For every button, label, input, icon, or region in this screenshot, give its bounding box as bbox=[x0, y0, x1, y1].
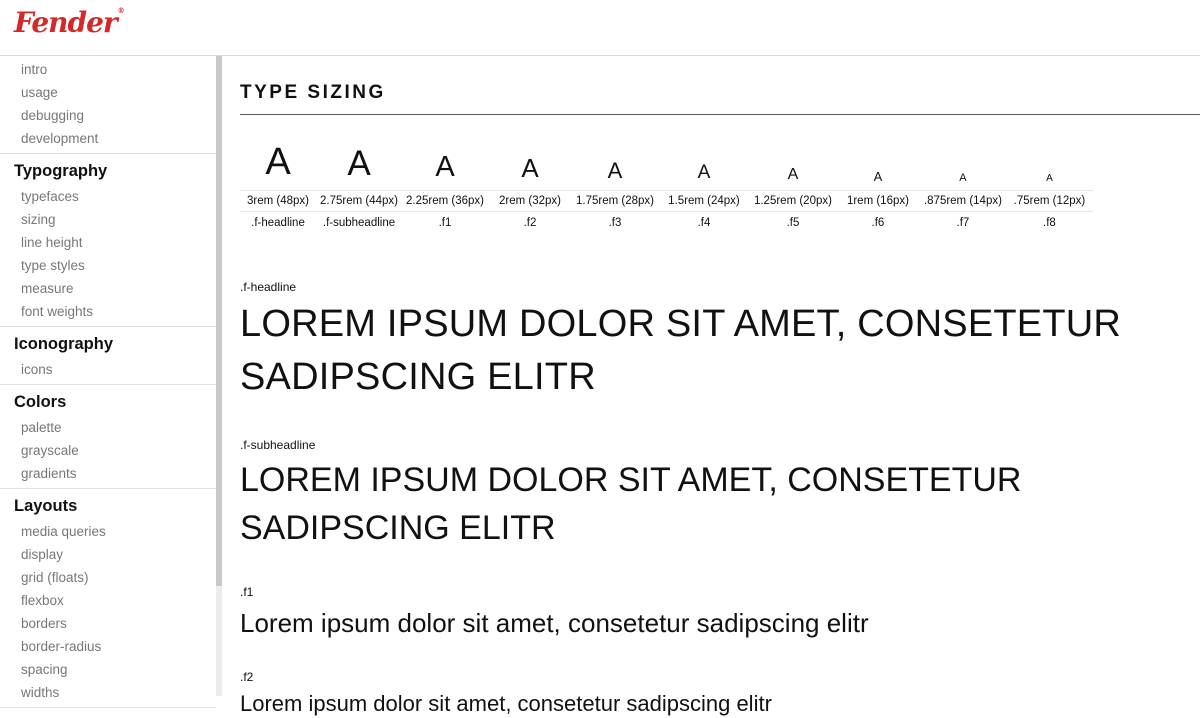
size-sample-glyph: A bbox=[607, 158, 623, 183]
type-size-table bbox=[240, 132, 1093, 234]
class-name-cell: .f-headline bbox=[251, 217, 305, 229]
nav-group bbox=[0, 385, 216, 489]
page-title: TYPE SIZING bbox=[240, 82, 386, 103]
sidebar-item-intro[interactable]: intro bbox=[21, 62, 48, 77]
sidebar-item-flexbox[interactable]: flexbox bbox=[21, 593, 64, 608]
rem-size-cell: .875rem (14px) bbox=[920, 191, 1006, 212]
rem-size-cell: 2rem (32px) bbox=[488, 191, 572, 212]
nav-heading: Typography bbox=[14, 162, 108, 180]
sidebar-item-debugging[interactable]: debugging bbox=[21, 108, 85, 123]
sidebar-item-gradients[interactable]: gradients bbox=[21, 466, 77, 481]
class-name-row bbox=[240, 212, 1093, 235]
sidebar-item-icons[interactable]: icons bbox=[21, 362, 53, 377]
top-header bbox=[0, 0, 1200, 56]
nav-heading: Colors bbox=[14, 393, 67, 411]
nav-group bbox=[0, 327, 216, 385]
sidebar-item-grayscale[interactable]: grayscale bbox=[21, 443, 79, 458]
sidebar-item-typefaces[interactable]: typefaces bbox=[21, 189, 79, 204]
size-sample-glyph: A bbox=[265, 141, 291, 183]
sidebar-scrollbar-track[interactable] bbox=[216, 586, 222, 696]
nav-group bbox=[0, 154, 216, 327]
sidebar-item-border-radius[interactable]: border-radius bbox=[21, 639, 102, 654]
sidebar-item-borders[interactable]: borders bbox=[21, 616, 67, 631]
class-name-cell: .f3 bbox=[608, 217, 622, 229]
class-name-cell: .f5 bbox=[786, 217, 800, 229]
sidebar-scrollbar-thumb[interactable] bbox=[216, 56, 222, 586]
rem-size-cell: 1.75rem (28px) bbox=[572, 191, 658, 212]
title-divider bbox=[240, 114, 1200, 115]
sidebar-item-display[interactable]: display bbox=[21, 547, 64, 562]
sidebar-item-spacing[interactable]: spacing bbox=[21, 662, 68, 677]
sample-label-f2: .f2 bbox=[240, 670, 254, 684]
sidebar-item-usage[interactable]: usage bbox=[21, 85, 58, 100]
logo-text: Fender bbox=[14, 6, 117, 39]
sample-text-f2: Lorem ipsum dolor sit amet, consetetur sadipscing elitr bbox=[240, 691, 772, 716]
sidebar-item-development[interactable]: development bbox=[21, 131, 99, 146]
size-sample-glyph: A bbox=[959, 172, 967, 184]
sidebar-item-palette[interactable]: palette bbox=[21, 420, 62, 435]
logo-trademark: ® bbox=[117, 6, 124, 15]
size-sample-glyph: A bbox=[347, 144, 371, 183]
sample-label-f1: .f1 bbox=[240, 585, 254, 599]
size-sample-glyph: A bbox=[873, 169, 883, 184]
nav-heading: Layouts bbox=[14, 497, 78, 515]
sidebar-item-measure[interactable]: measure bbox=[21, 281, 74, 296]
size-sample-glyph: A bbox=[435, 151, 455, 183]
sidebar-item-sizing[interactable]: sizing bbox=[21, 212, 56, 227]
nav-group bbox=[0, 489, 216, 708]
sample-text-headline: LOREM IPSUM DOLOR SIT AMET, CONSETETUR SADIPSCING ELITR bbox=[240, 303, 1122, 398]
class-name-cell: .f7 bbox=[956, 217, 970, 229]
rem-size-cell: 1.25rem (20px) bbox=[750, 191, 836, 212]
fender-logo[interactable] bbox=[14, 6, 124, 39]
rem-size-cell: .75rem (12px) bbox=[1006, 191, 1093, 212]
size-sample-glyph: A bbox=[787, 166, 799, 183]
class-name-cell: .f8 bbox=[1043, 217, 1056, 229]
sidebar-nav bbox=[0, 56, 216, 700]
class-name-cell: .f2 bbox=[523, 217, 537, 229]
class-name-cell: .f-subheadline bbox=[322, 217, 396, 229]
nav-heading: Iconography bbox=[14, 335, 114, 353]
sample-text-subheadline: LOREM IPSUM DOLOR SIT AMET, CONSETETUR SADIPSCING ELITR bbox=[240, 461, 1022, 547]
rem-size-cell: 1rem (16px) bbox=[836, 191, 920, 212]
sidebar-item-line-height[interactable]: line height bbox=[21, 235, 83, 250]
size-sample-glyph: A bbox=[697, 162, 711, 183]
rem-size-cell: 3rem (48px) bbox=[240, 191, 316, 212]
rem-size-cell: 1.5rem (24px) bbox=[658, 191, 750, 212]
sidebar-item-media-queries[interactable]: media queries bbox=[21, 524, 106, 539]
sample-label-subheadline: .f-subheadline bbox=[240, 438, 316, 452]
size-sample-glyph: A bbox=[521, 153, 539, 183]
sidebar-item-type-styles[interactable]: type styles bbox=[21, 258, 85, 273]
sidebar-item-widths[interactable]: widths bbox=[21, 685, 60, 700]
sample-text-f1: Lorem ipsum dolor sit amet, consetetur sadipscing elitr bbox=[240, 608, 869, 638]
rem-size-cell: 2.75rem (44px) bbox=[316, 191, 402, 212]
sidebar-item-font-weights[interactable]: font weights bbox=[21, 304, 94, 319]
main-content bbox=[240, 56, 1200, 716]
rem-size-row bbox=[240, 191, 1093, 212]
sample-label-headline: .f-headline bbox=[240, 280, 297, 294]
size-sample-glyph: A bbox=[1046, 173, 1053, 184]
nav-group bbox=[0, 56, 216, 154]
class-name-cell: .f4 bbox=[697, 217, 711, 229]
sidebar-item-grid-floats[interactable]: grid (floats) bbox=[21, 570, 89, 585]
class-name-cell: .f6 bbox=[871, 217, 885, 229]
class-name-cell: .f1 bbox=[438, 217, 452, 229]
glyph-row bbox=[240, 132, 1093, 191]
rem-size-cell: 2.25rem (36px) bbox=[402, 191, 488, 212]
